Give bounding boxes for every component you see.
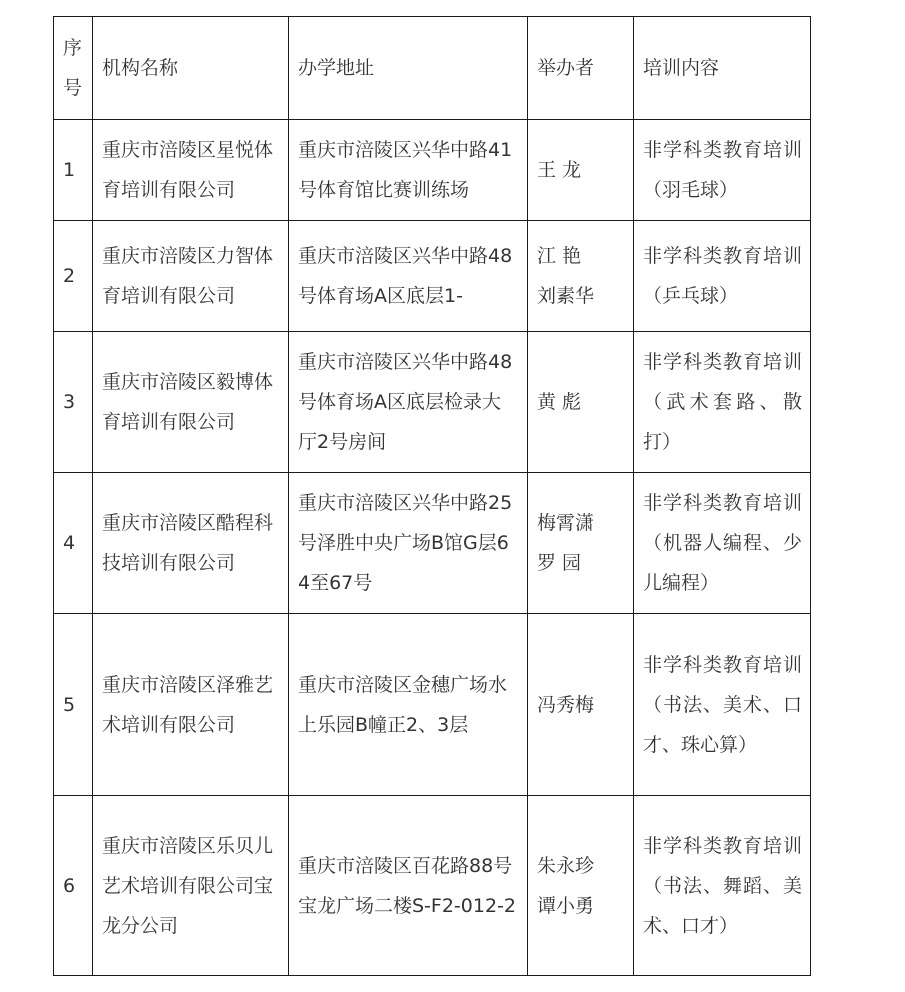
row-content: 非学科类教育培训（书法、美术、口才、珠心算） (634, 614, 811, 796)
table-row (54, 614, 811, 796)
row-content: 非学科类教育培训（书法、舞蹈、美术、口才） (634, 796, 811, 976)
table-row (54, 332, 811, 473)
row-name: 重庆市涪陵区酷程科技培训有限公司 (93, 473, 289, 614)
row-content: 非学科类教育培训（武术套路、散打） (634, 332, 811, 473)
institution-table (53, 16, 811, 976)
row-host (528, 796, 634, 976)
row-no: 1 (54, 120, 93, 221)
header-address: 办学地址 (289, 17, 528, 120)
row-no: 4 (54, 473, 93, 614)
host-name: 梅霄潇 (537, 512, 595, 534)
row-content: 非学科类教育培训（乒乓球） (634, 221, 811, 332)
header-content: 培训内容 (634, 17, 811, 120)
row-address: 重庆市涪陵区金穗广场水上乐园B幢正2、3层 (289, 614, 528, 796)
row-address: 重庆市涪陵区兴华中路48号体育场A区底层1- (289, 221, 528, 332)
host-name: 黄 彪 (537, 391, 582, 413)
host-name: 王 龙 (537, 159, 582, 181)
row-no: 6 (54, 796, 93, 976)
header-no: 序号 (54, 17, 93, 120)
row-no: 2 (54, 221, 93, 332)
row-host (528, 473, 634, 614)
row-name: 重庆市涪陵区毅博体育培训有限公司 (93, 332, 289, 473)
row-no: 3 (54, 332, 93, 473)
table-row (54, 473, 811, 614)
row-address: 重庆市涪陵区兴华中路48号体育场A区底层检录大厅2号房间 (289, 332, 528, 473)
header-host: 举办者 (528, 17, 634, 120)
table-row (54, 796, 811, 976)
row-name: 重庆市涪陵区力智体育培训有限公司 (93, 221, 289, 332)
row-no: 5 (54, 614, 93, 796)
row-address: 重庆市涪陵区兴华中路25号泽胜中央广场B馆G层64至67号 (289, 473, 528, 614)
table-row (54, 120, 811, 221)
row-content: 非学科类教育培训（机器人编程、少儿编程） (634, 473, 811, 614)
host-name: 刘素华 (537, 285, 595, 307)
row-name: 重庆市涪陵区泽雅艺术培训有限公司 (93, 614, 289, 796)
table-row (54, 221, 811, 332)
row-host (528, 120, 634, 221)
host-name: 谭小勇 (537, 894, 595, 917)
row-content: 非学科类教育培训（羽毛球） (634, 120, 811, 221)
row-address: 重庆市涪陵区百花路88号宝龙广场二楼S-F2-012-2 (289, 796, 528, 976)
row-host (528, 332, 634, 473)
host-name: 朱永珍 (537, 854, 595, 877)
host-name: 江 艳 (537, 245, 582, 267)
header-name: 机构名称 (93, 17, 289, 120)
row-name: 重庆市涪陵区星悦体育培训有限公司 (93, 120, 289, 221)
host-name: 罗 园 (537, 552, 582, 574)
row-host (528, 221, 634, 332)
table-header-row (54, 17, 811, 120)
host-name: 冯秀梅 (537, 693, 595, 716)
row-name: 重庆市涪陵区乐贝儿艺术培训有限公司宝龙分公司 (93, 796, 289, 976)
row-host (528, 614, 634, 796)
row-address: 重庆市涪陵区兴华中路41号体育馆比赛训练场 (289, 120, 528, 221)
